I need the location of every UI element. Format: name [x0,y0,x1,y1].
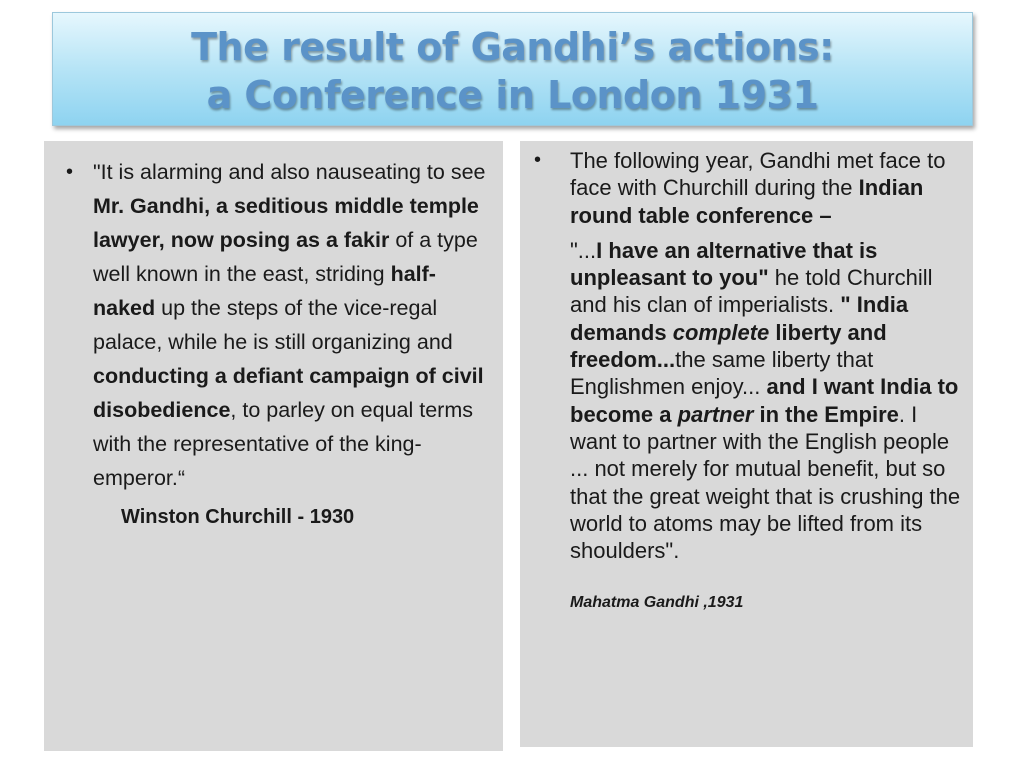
churchill-quote-text [93,155,493,495]
quote-bold-italic-segment: partner [677,401,754,427]
quote-text-segment: up the steps of the vice-regal palace, while he is still organizing and [93,296,453,354]
gandhi-quote-text [570,237,965,565]
quote-bold-segment: and I want India to become a [570,374,959,427]
bullet-icon: • [66,161,74,183]
gandhi-intro-item [528,147,965,229]
gandhi-intro-text [570,147,965,229]
quote-bold-segment: I have an alternative that is unpleasant to you" [570,237,878,291]
intro-text-segment: The following year, Gandhi met face to face with Churchill during the [570,148,946,201]
gandhi-quote-panel [520,141,973,747]
quote-text-segment: . I want to partner with the English people ... not merely for mutual benefit, but so that the great weight that is crushing the world to atoms may be lifted from its shoulders". [570,401,961,564]
slide-title-line-1: The result of Gandhi’s actions: [191,25,834,69]
slide-title-line-2: a Conference in London 1931 [206,73,819,117]
quote-text-segment: he told Churchill and his clan of imperialists. [570,265,933,318]
quote-bold-segment: in the Empire [753,401,899,427]
slide-title-box [52,12,973,126]
quote-text-segment: of a type well known in the east, striding [93,228,478,286]
bullet-icon: • [534,149,542,171]
gandhi-attribution: Mahatma Gandhi ,1931 [570,594,744,612]
churchill-quote-item [66,155,493,495]
quote-bold-segment: liberty and freedom... [570,319,887,373]
quote-text-segment: "It is alarming and also nauseating to see [93,160,486,184]
quote-bold-segment: " India demands [570,292,909,345]
quote-bold-italic-segment: complete [672,319,770,345]
churchill-quote-panel [44,141,503,751]
intro-bold-segment: Indian round table conference – [570,175,924,228]
churchill-attribution: Winston Churchill - 1930 [121,506,355,528]
quote-text-segment: "... [570,237,597,263]
quote-bold-segment: half-naked [93,262,436,320]
quote-bold-segment: Mr. Gandhi, a seditious middle temple lawyer, now posing as a fakir [93,194,479,252]
quote-text-segment: , to parley on equal terms with the representative of the king-emperor.“ [93,398,474,490]
quote-text-segment: the same liberty that Englishmen enjoy... [570,347,874,400]
quote-bold-segment: conducting a defiant campaign of civil disobedience [93,364,484,422]
